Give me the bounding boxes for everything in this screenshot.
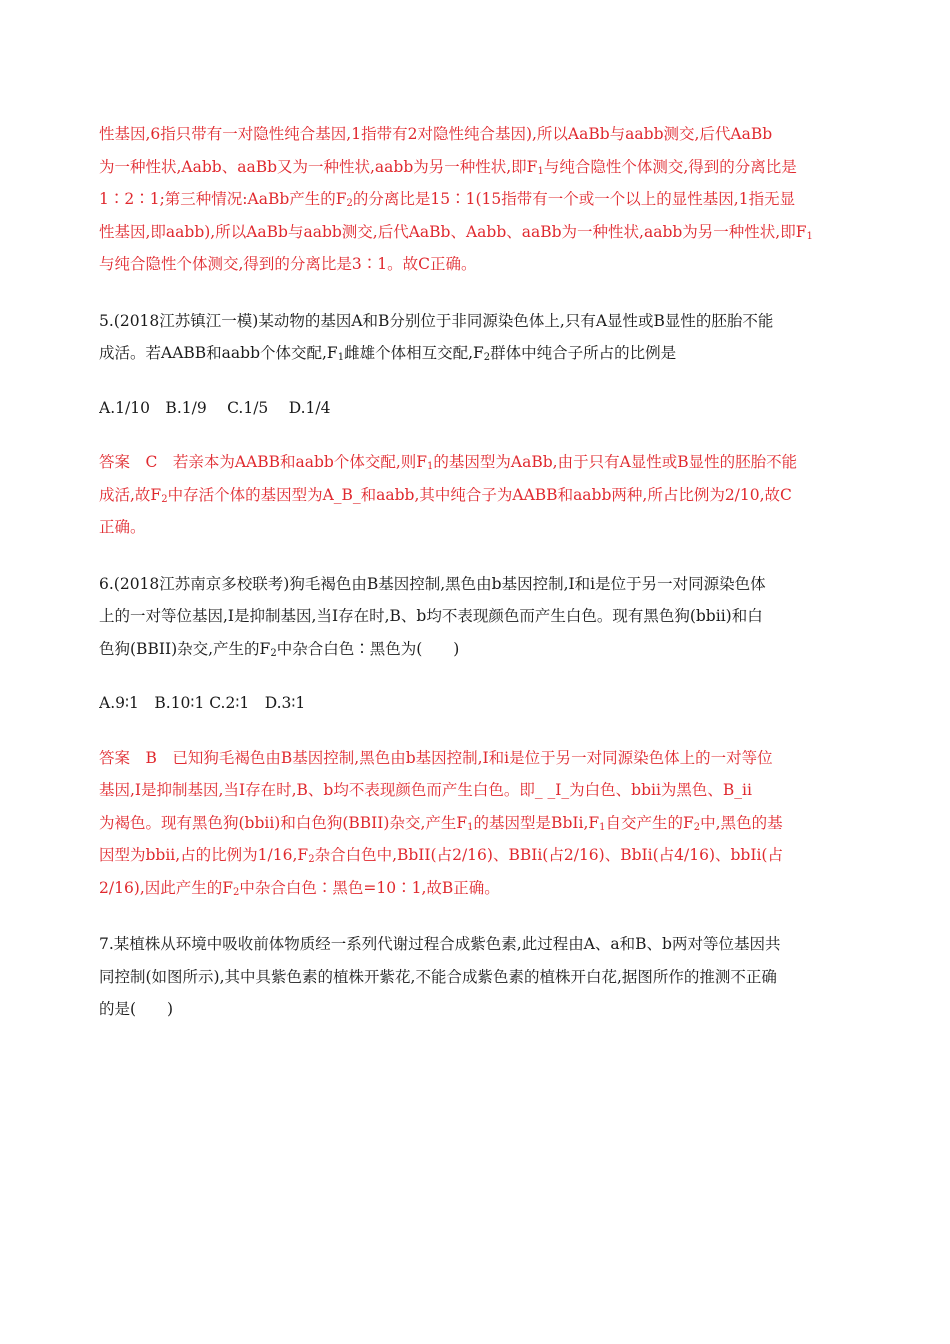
- subscript: 2: [233, 886, 240, 898]
- question-5: [99, 305, 851, 370]
- subscript: 1: [806, 230, 813, 242]
- subscript: 1: [467, 821, 474, 833]
- text-line: [99, 511, 851, 544]
- question-7: [99, 928, 851, 1026]
- subscript: 1: [599, 821, 606, 833]
- text-line: [99, 600, 851, 633]
- text-segment: 与纯合隐性个体测交,得到的分离比是3∶1。故C正确。: [99, 255, 477, 273]
- text-line: [99, 742, 851, 775]
- answer-block-q5: [99, 446, 851, 544]
- text-segment: 基因,I是抑制基因,当I存在时,B、b均不表现颜色而产生白色。即_ _I_为白色、bbii为黑色、B_ii: [99, 781, 752, 799]
- text-line: [99, 993, 851, 1026]
- text-segment: 5.(2018江苏镇江一模)某动物的基因A和B分别位于非同源染色体上,只有A显性或B显性的胚胎不能: [99, 311, 774, 330]
- subscript: 1: [337, 352, 345, 363]
- text-segment: 杂合白色中,BbII(占2/16)、BBIi(占2/16)、BbIi(占4/16)、bbIi(占: [314, 846, 783, 864]
- document-page: [99, 118, 851, 1026]
- text-line: [99, 337, 851, 370]
- subscript: 2: [346, 198, 353, 209]
- subscript: 1: [427, 461, 434, 472]
- question-6-options: A.9∶1 B.10∶1 C.2∶1 D.3∶1: [99, 694, 306, 712]
- text-line: [99, 151, 851, 184]
- text-line: [99, 928, 851, 961]
- text-line: [99, 118, 851, 151]
- text-line: [99, 807, 851, 840]
- text-line: [99, 633, 851, 666]
- text-line: [99, 568, 851, 601]
- subscript: 2: [270, 647, 277, 659]
- subscript: 2: [483, 352, 491, 363]
- question-6: [99, 568, 851, 666]
- text-line: [99, 774, 851, 807]
- text-line: [99, 839, 851, 872]
- text-segment: 答案 B 已知狗毛褐色由B基因控制,黑色由b基因控制,I和i是位于另一对同源染色体上的一对等位: [99, 748, 773, 767]
- text-segment: 为褐色。现有黑色狗(bbii)和白色狗(BBII)杂交,产生F: [99, 813, 468, 832]
- text-segment: 的是( ): [99, 1000, 174, 1018]
- text-segment: 7.某植株从环境中吸收前体物质经一系列代谢过程合成紫色素,此过程由A、a和B、b两对等位基因共: [99, 935, 781, 953]
- text-segment: 性基因,即aabb),所以AaBb与aabb测交,后代AaBb、Aabb、aaBb为一种性状,aabb为另一种性状,即F: [99, 222, 807, 241]
- subscript: 2: [693, 821, 701, 833]
- text-segment: 与纯合隐性个体测交,得到的分离比是: [543, 157, 797, 176]
- text-segment: 中存活个体的基因型为A_B_和aabb,其中纯合子为AABB和aabb两种,所占比例为2/10,故C: [167, 485, 792, 504]
- text-segment: 成活。若AABB和aabb个体交配,F: [99, 344, 338, 362]
- text-segment: 因型为bbii,占的比例为1/16,F: [99, 846, 309, 864]
- text-segment: 中杂合白色∶黑色为( ): [276, 639, 460, 658]
- subscript: 2: [161, 493, 168, 505]
- text-segment: 的分离比是15∶1(15指带有一个或一个以上的显性基因,1指无显: [352, 190, 796, 208]
- text-segment: 雌雄个体相互交配,F: [344, 344, 484, 362]
- text-segment: 6.(2018江苏南京多校联考)狗毛褐色由B基因控制,黑色由b基因控制,I和i是位于另一对同源染色体: [99, 574, 766, 593]
- text-line: [99, 872, 851, 905]
- text-segment: 性基因,6指只带有一对隐性纯合基因,1指带有2对隐性纯合基因),所以AaBb与aabb测交,后代AaBb: [99, 125, 773, 143]
- text-segment: 色狗(BBII)杂交,产生的F: [99, 639, 271, 658]
- text-line: [99, 183, 851, 216]
- answer-block-q4: [99, 118, 851, 281]
- subscript: 1: [537, 165, 544, 177]
- text-line: [99, 248, 851, 281]
- text-segment: 的基因型为AaBb,由于只有A显性或B显性的胚胎不能: [433, 453, 798, 471]
- text-segment: 成活,故F: [99, 485, 162, 504]
- answer-block-q6: [99, 742, 851, 905]
- text-segment: 1∶2∶1;第三种情况:AaBb产生的F: [99, 190, 347, 208]
- text-segment: 中杂合白色∶黑色=10∶1,故B正确。: [239, 878, 500, 897]
- text-segment: 中,黑色的基: [700, 813, 783, 832]
- text-segment: 为一种性状,Aabb、aaBb又为一种性状,aabb为另一种性状,即F: [99, 157, 538, 176]
- question-5-options: A.1/10 B.1/9 C.1/5 D.1/4: [99, 398, 331, 417]
- text-segment: 答案 C 若亲本为AABB和aabb个体交配,则F: [99, 453, 428, 471]
- text-segment: 上的一对等位基因,I是抑制基因,当I存在时,B、b均不表现颜色而产生白色。现有黑色狗(bbii)和白: [99, 607, 763, 625]
- text-line: [99, 479, 851, 512]
- text-segment: 群体中纯合子所占的比例是: [490, 344, 677, 362]
- text-segment: 2/16),因此产生的F: [99, 878, 234, 897]
- text-segment: 自交产生的F: [605, 813, 694, 832]
- text-segment: 正确。: [99, 518, 146, 536]
- text-line: [99, 446, 851, 479]
- text-line: [99, 216, 851, 249]
- text-segment: 同控制(如图所示),其中具紫色素的植株开紫花,不能合成紫色素的植株开白花,据图所作的推测不正确: [99, 967, 777, 986]
- text-segment: 的基因型是BbIi,F: [473, 813, 600, 832]
- text-line: [99, 305, 851, 338]
- subscript: 2: [308, 854, 315, 865]
- text-line: [99, 961, 851, 994]
